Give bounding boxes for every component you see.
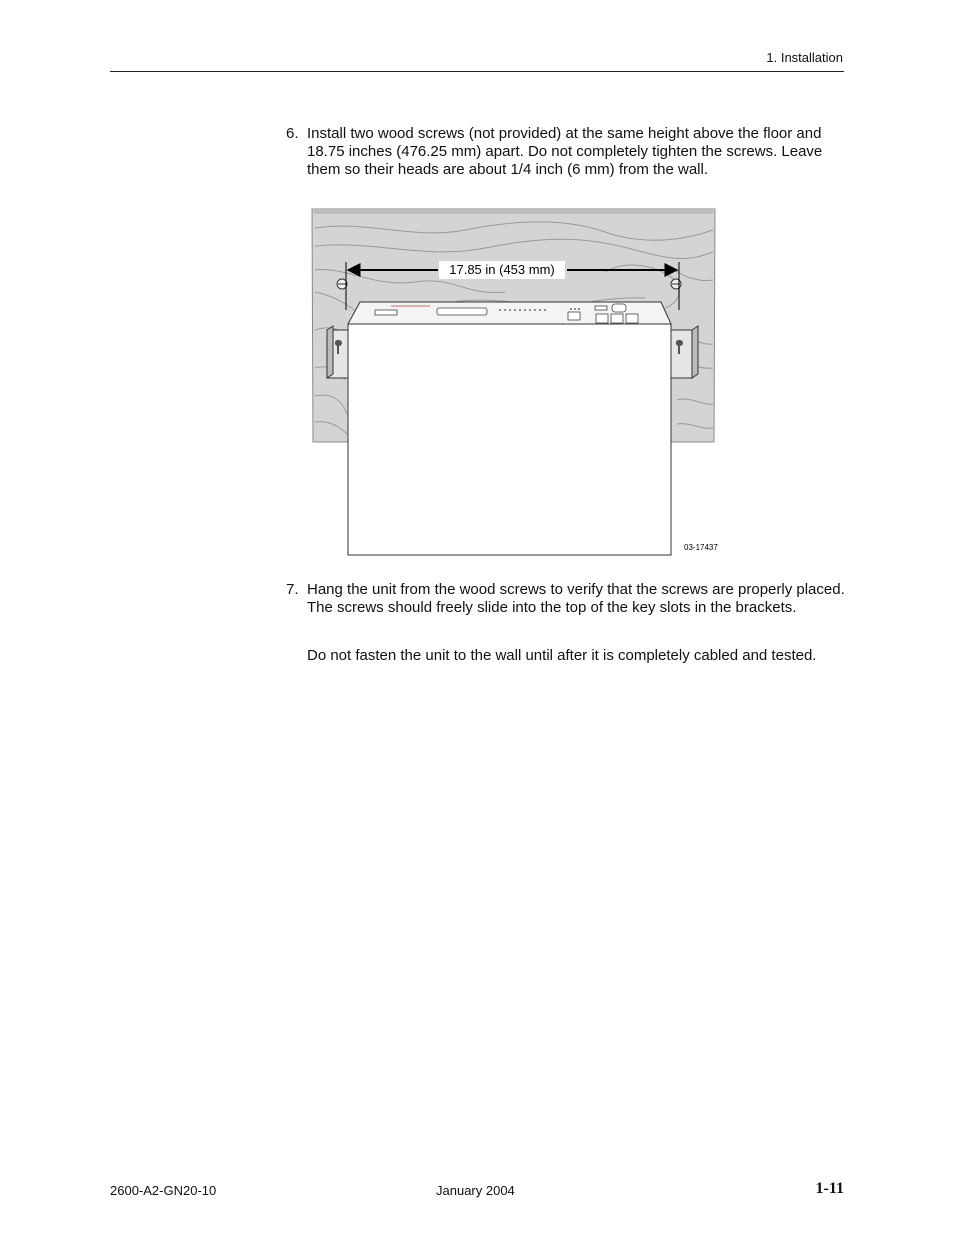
unit-top-panel [348, 302, 671, 324]
header-section-title: 1. Installation [766, 50, 843, 65]
dimension-label: 17.85 in (453 mm) [449, 262, 555, 277]
step-6 [286, 125, 846, 179]
footer-page-number: 1-11 [815, 1180, 844, 1197]
header-rule [110, 71, 844, 72]
step-text: Hang the unit from the wood screws to verify that the screws are properly placed. The screws should freely slide into the top of the key slots in the brackets. [307, 581, 845, 616]
left-bracket [327, 326, 348, 378]
unit-body [348, 324, 671, 555]
step-7 [286, 581, 846, 617]
step-7-note: Do not fasten the unit to the wall until after it is completely cabled and tested. [307, 647, 817, 664]
footer-doc-number: 2600-A2-GN20-10 [110, 1183, 217, 1198]
figure-id: 03-17437 [684, 543, 718, 552]
step-number: 6. [286, 125, 299, 142]
right-bracket [671, 326, 698, 378]
wall-mount-figure [305, 200, 725, 562]
footer-date: January 2004 [436, 1183, 515, 1198]
step-text: Install two wood screws (not provided) at the same height above the floor and 18.75 inches (476.25 mm) apart. Do not completely tighten the screws. Leave them so their heads are about 1/4 inch (6 mm) from the wall. [307, 125, 823, 178]
step-number: 7. [286, 581, 299, 598]
